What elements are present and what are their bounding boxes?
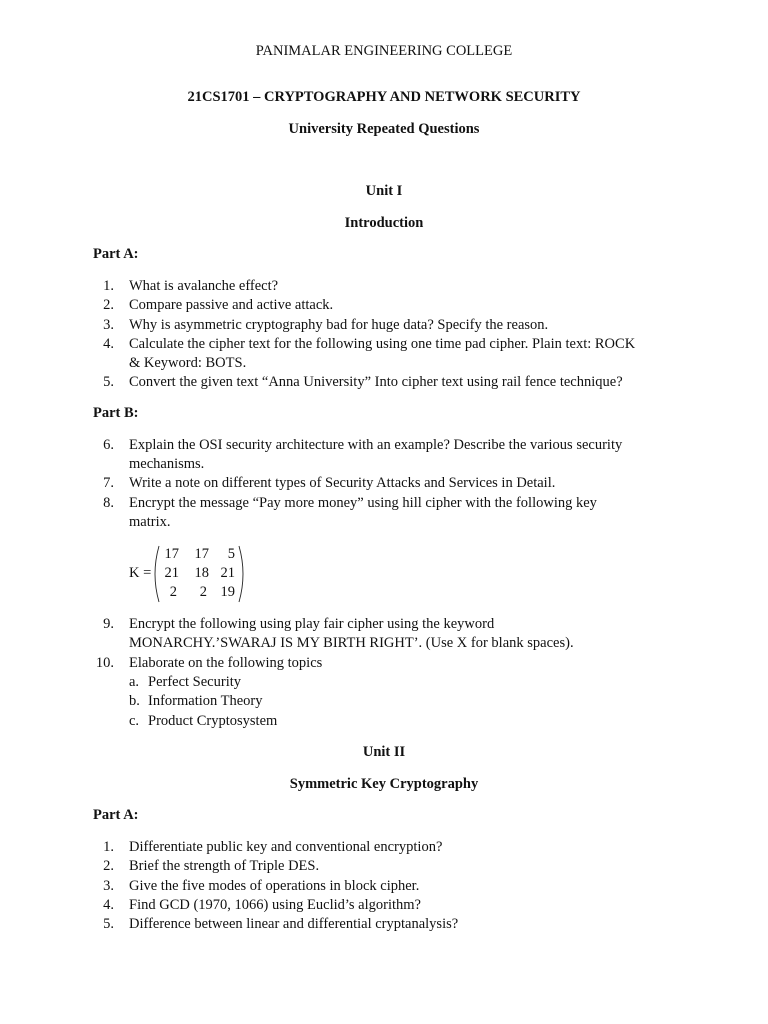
document-subtitle: University Repeated Questions bbox=[288, 121, 480, 137]
list-number: 2. bbox=[103, 297, 114, 313]
list-number: 1. bbox=[103, 839, 114, 855]
list-number: 10. bbox=[95, 655, 114, 671]
question-text: Why is asymmetric cryptography bad for huge data? Specify the reason. bbox=[129, 317, 549, 333]
list-number: 4. bbox=[103, 336, 114, 352]
list-number: 3. bbox=[103, 317, 114, 333]
sub-item-text: Perfect Security bbox=[148, 674, 242, 690]
list-number: 8. bbox=[103, 495, 114, 511]
unit-2-part-a-label: Part A: bbox=[93, 807, 139, 823]
question-text: Convert the given text “Anna University” Into cipher text using rail fence technique? bbox=[129, 374, 623, 390]
list-number: 2. bbox=[103, 858, 114, 874]
question-text: Explain the OSI security architecture with an example? Describe the various security bbox=[129, 437, 623, 453]
list-number: 7. bbox=[103, 475, 114, 491]
question-text: Encrypt the message “Pay more money” using hill cipher with the following key bbox=[129, 495, 597, 511]
matrix-cell: 2 bbox=[199, 584, 207, 600]
question-text: Find GCD (1970, 1066) using Euclid’s algorithm? bbox=[129, 897, 421, 913]
unit-2-title: Unit II bbox=[362, 744, 406, 760]
matrix-cell: 5 bbox=[227, 546, 235, 562]
sub-item-letter: c. bbox=[129, 713, 140, 729]
list-number: 4. bbox=[103, 897, 114, 913]
unit-2-topic: Symmetric Key Cryptography bbox=[289, 776, 479, 792]
course-title: 21CS1701 – CRYPTOGRAPHY AND NETWORK SECURITY bbox=[187, 89, 581, 105]
question-text-continued: MONARCHY.’SWARAJ IS MY BIRTH RIGHT’. (Use X for blank spaces). bbox=[129, 635, 574, 651]
question-text: Compare passive and active attack. bbox=[129, 297, 334, 313]
matrix-cell: 21 bbox=[164, 565, 179, 581]
sub-item-letter: b. bbox=[129, 693, 140, 709]
unit-1-part-a-label: Part A: bbox=[93, 246, 139, 262]
question-text: Write a note on different types of Security Attacks and Services in Detail. bbox=[129, 475, 556, 491]
college-name: PANIMALAR ENGINEERING COLLEGE bbox=[255, 43, 513, 59]
sub-item-text: Information Theory bbox=[148, 693, 263, 709]
list-number: 1. bbox=[103, 278, 114, 294]
sub-item-letter: a. bbox=[129, 674, 140, 690]
question-text: What is avalanche effect? bbox=[129, 278, 279, 294]
matrix-cell: 17 bbox=[194, 546, 209, 562]
question-text: Encrypt the following using play fair cipher using the keyword bbox=[129, 616, 495, 632]
question-text: Give the five modes of operations in block cipher. bbox=[129, 878, 420, 894]
matrix-label: K = bbox=[129, 565, 152, 581]
question-text: Elaborate on the following topics bbox=[129, 655, 323, 671]
matrix-cell: 2 bbox=[169, 584, 177, 600]
question-text-continued: matrix. bbox=[129, 514, 171, 530]
matrix-cell: 19 bbox=[220, 584, 235, 600]
list-number: 5. bbox=[103, 916, 114, 932]
list-number: 3. bbox=[103, 878, 114, 894]
matrix-cell: 17 bbox=[164, 546, 179, 562]
unit-1-topic: Introduction bbox=[344, 215, 424, 231]
matrix-cell: 21 bbox=[220, 565, 235, 581]
key-matrix bbox=[129, 543, 249, 603]
question-text-continued: mechanisms. bbox=[129, 456, 205, 472]
unit-1-title: Unit I bbox=[365, 183, 403, 199]
matrix-cell: 18 bbox=[194, 565, 209, 581]
unit-1-part-b-label: Part B: bbox=[93, 405, 139, 421]
question-text-continued: & Keyword: BOTS. bbox=[129, 355, 247, 371]
question-text: Differentiate public key and conventional encryption? bbox=[129, 839, 443, 855]
list-number: 5. bbox=[103, 374, 114, 390]
list-number: 9. bbox=[103, 616, 114, 632]
list-number: 6. bbox=[103, 437, 114, 453]
question-text: Brief the strength of Triple DES. bbox=[129, 858, 320, 874]
sub-item-text: Product Cryptosystem bbox=[148, 713, 278, 729]
question-text: Calculate the cipher text for the following using one time pad cipher. Plain text: ROCK bbox=[129, 336, 636, 352]
question-text: Difference between linear and differential cryptanalysis? bbox=[129, 916, 459, 932]
